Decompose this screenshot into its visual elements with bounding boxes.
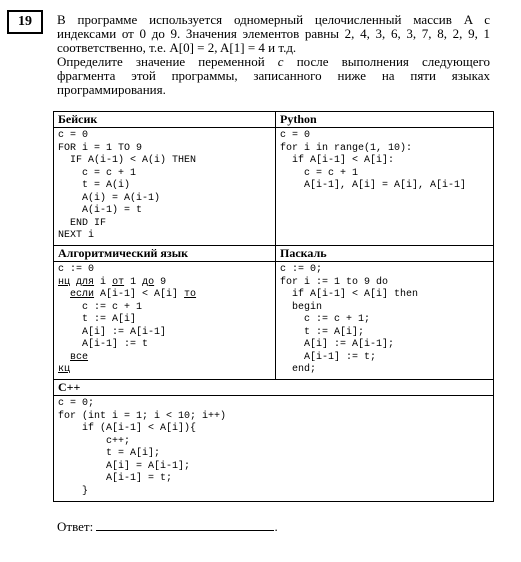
- cpp-code: c = 0; for (int i = 1; i < 10; i++) if (A[i-1] < A[i]){ c++; t = A[i]; A[i] = A[i-1]; A[i-1] = t; }: [58, 398, 227, 497]
- basic-header: Бейсик: [54, 112, 275, 128]
- table-row: [54, 112, 493, 246]
- task-number: 19: [7, 10, 43, 34]
- task-paragraph-2: Определите значение переменной c после выполнения следующего фрагмента этой программы, записанного ниже на пяти языках программирования.: [57, 54, 490, 97]
- basic-cell: [54, 112, 276, 245]
- pascal-header: Паскаль: [276, 246, 493, 262]
- answer-field[interactable]: [96, 519, 274, 531]
- task-paragraph-1: В программе используется одномерный целочисленный массив A с индексами от 0 до 9. Значения элементов равны 2, 4, 3, 6, 3, 7, 8, 2, 9, 1 соответственно, т.е. A[0] = 2, A[1] = 4 и т.д.: [57, 12, 490, 55]
- python-cell: [276, 112, 493, 245]
- pascal-cell: [276, 246, 493, 379]
- cpp-header: C++: [54, 380, 493, 396]
- program-table: [53, 111, 494, 502]
- table-row: [54, 246, 493, 380]
- answer-label: Ответ:: [57, 519, 94, 534]
- algo-cell: [54, 246, 276, 379]
- algo-header: Алгоритмический язык: [54, 246, 275, 262]
- variable-c: c: [277, 54, 284, 69]
- pascal-code: c := 0; for i := 1 to 9 do if A[i-1] < A[i] then begin c := c + 1; t := A[i]; A[i] := A[i-1]; A[i-1] := t; end;: [280, 264, 419, 375]
- task-statement: [57, 13, 490, 97]
- python-header: Python: [276, 112, 493, 128]
- cpp-cell: [54, 380, 493, 501]
- algo-code: c := 0 нц для i от 1 до 9 если A[i-1] < A[i] то c := c + 1 t := A[i] A[i] := A[i-1] A[i-1] := t все кц: [58, 264, 197, 375]
- answer-line: Ответ: .: [57, 519, 278, 534]
- basic-code: c = 0 FOR i = 1 TO 9 IF A(i-1) < A(i) THEN c = c + 1 t = A(i) A(i) = A(i-1) A(i-1) = t END IF NEXT i: [58, 130, 197, 241]
- python-code: c = 0 for i in range(1, 10): if A[i-1] < A[i]: c = c + 1 A[i-1], A[i] = A[i], A[i-1]: [280, 130, 467, 191]
